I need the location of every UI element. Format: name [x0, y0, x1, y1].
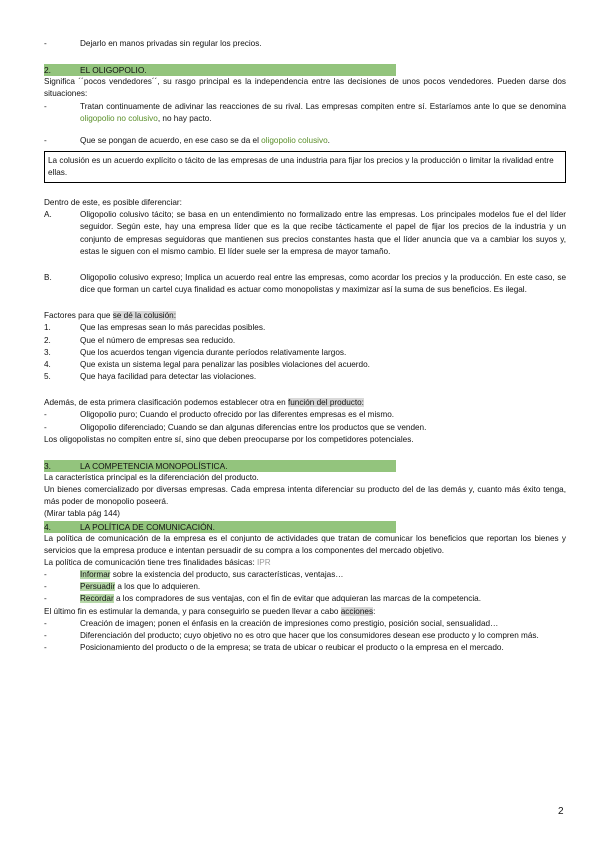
section-heading-comunicacion: 4. LA POLÍTICA DE COMUNICACIÓN. [44, 521, 396, 533]
paragraph: Factores para que se dé la colusión: [44, 311, 176, 321]
highlight-term: acciones [340, 606, 374, 616]
paragraph: El último fin es estimular la demanda, y para conseguirlo se pueden llevar a cabo acciones: [44, 606, 376, 616]
highlight-term: oligopolio no colusivo [80, 113, 158, 123]
list-item: - Informar sobre la existencia del producto, sus características, ventajas… [44, 570, 344, 580]
list-item: 2. Que el número de empresas sea reducido. [44, 335, 236, 345]
paragraph: Dentro de este, es posible diferenciar: [44, 198, 182, 208]
paragraph: La política de comunicación de la empresa es el conjunto de actividades que tratan de comunicar los beneficios que reportan los bienes y servicios que la empresa produce e intentan persuadir de su compra a los componentes del mercado objetivo. [44, 533, 566, 555]
section-heading-oligopolio: 2. EL OLIGOPOLIO. [44, 64, 396, 76]
paragraph: (Mirar tabla pág 144) [44, 509, 120, 519]
highlight-term: Persuadir [80, 582, 116, 592]
list-item: 4. Que exista un sistema legal para penalizar las posibles violaciones del acuerdo. [44, 360, 370, 370]
list-item: B. Oligopolio colusivo expreso; Implica un acuerdo real entre las empresas, como acordar los precios y la producción. En este caso, se dice que forman un cartel cuya finalidad es actuar como monopolistas y maximizar así la suma de sus beneficios. Es ilegal. [44, 273, 566, 295]
paragraph: La característica principal es la diferenciación del producto. [44, 472, 259, 482]
list-item: - Diferenciación del producto; cuyo objetivo no es otro que hacer que los consumidores desean ese producto y lo compren más. [44, 630, 539, 640]
paragraph: Significa ´´pocos vendedores´´, su rasgo principal es la independencia entre las decisiones de unos pocos vendedores. Pueden darse dos situaciones: [44, 77, 566, 99]
list-item: - Persuadir a los que lo adquieren. [44, 582, 201, 592]
list-item: - Posicionamiento del producto o de la empresa; se trata de ubicar o reubicar el producto o la empresa en el mercado. [44, 643, 504, 653]
paragraph: La política de comunicación tiene tres finalidades básicas: IPR [44, 558, 271, 568]
page-number: 2 [558, 806, 564, 817]
list-item: A. Oligopolio colusivo tácito; se basa en un entendimiento no formalizado entre las empresas. Los principales modelos fue el del líder seguidor. Según este, hay una empresa líder que es la que recibe tácticamente el papel de fijar los precios de la industria y un conjunto de empresas seguidoras que mantienen sus precios constantes hasta que el líder anuncia que va a cambiar los suyos y, estas le siguen con el mismo cambio. El líder suele ser la empresa de mayor tamaño. [44, 210, 566, 256]
highlight-term: Recordar [80, 594, 114, 604]
section-heading-competencia: 3. LA COMPETENCIA MONOPOLÍSTICA. [44, 460, 396, 472]
list-item: 3. Que los acuerdos tengan vigencia durante períodos relativamente largos. [44, 347, 347, 357]
list-item: 5. Que haya facilidad para detectar las violaciones. [44, 372, 257, 382]
list-item: - Tratan continuamente de adivinar las reacciones de su rival. Las empresas compiten entre sí. Estaríamos ante lo que se denomina oligopolio no colusivo, no hay pacto. [44, 101, 566, 123]
highlight-term: oligopolio colusivo [261, 136, 328, 146]
list-item: - Dejarlo en manos privadas sin regular los precios. [44, 39, 262, 48]
list-item: - Creación de imagen; ponen el énfasis en la creación de impresiones como prestigio, posición social, sensualidad… [44, 618, 499, 628]
highlight-term: se dé la colusión: [112, 311, 176, 321]
paragraph: Los oligopolistas no compiten entre sí, sino que deben preocuparse por los competidores potenciales. [44, 434, 414, 444]
list-item: - Oligopolio puro; Cuando el producto ofrecido por las diferentes empresas es el mismo. [44, 410, 395, 420]
list-item: - Que se pongan de acuerdo, en ese caso se da el oligopolio colusivo. [44, 136, 330, 146]
list-item: - Oligopolio diferenciado; Cuando se dan algunas diferencias entre los productos que se venden. [44, 422, 427, 432]
list-item: 1. Que las empresas sean lo más parecidas posibles. [44, 323, 266, 333]
paragraph: Además, de esta primera clasificación podemos establecer otra en función del producto: [44, 398, 364, 408]
highlight-term: función del producto: [287, 398, 364, 408]
highlight-term: Informar [80, 570, 111, 580]
document-page [44, 38, 566, 654]
margin-note: IPR [257, 558, 271, 568]
paragraph: Un bienes comercializado por diversas empresas. Cada empresa intenta diferenciar su producto del de las demás y, cuanto más éxito tenga, más poder de monopolio poseerá. [44, 485, 566, 507]
list-item: - Recordar a los compradores de sus ventajas, con el fin de evitar que adquieran las marcas de la competencia. [44, 594, 481, 604]
definition-box: La colusión es un acuerdo explícito o tácito de las empresas de una industria para fijar los precios y la producción o limitar la rivalidad entre ellas. [44, 151, 566, 183]
